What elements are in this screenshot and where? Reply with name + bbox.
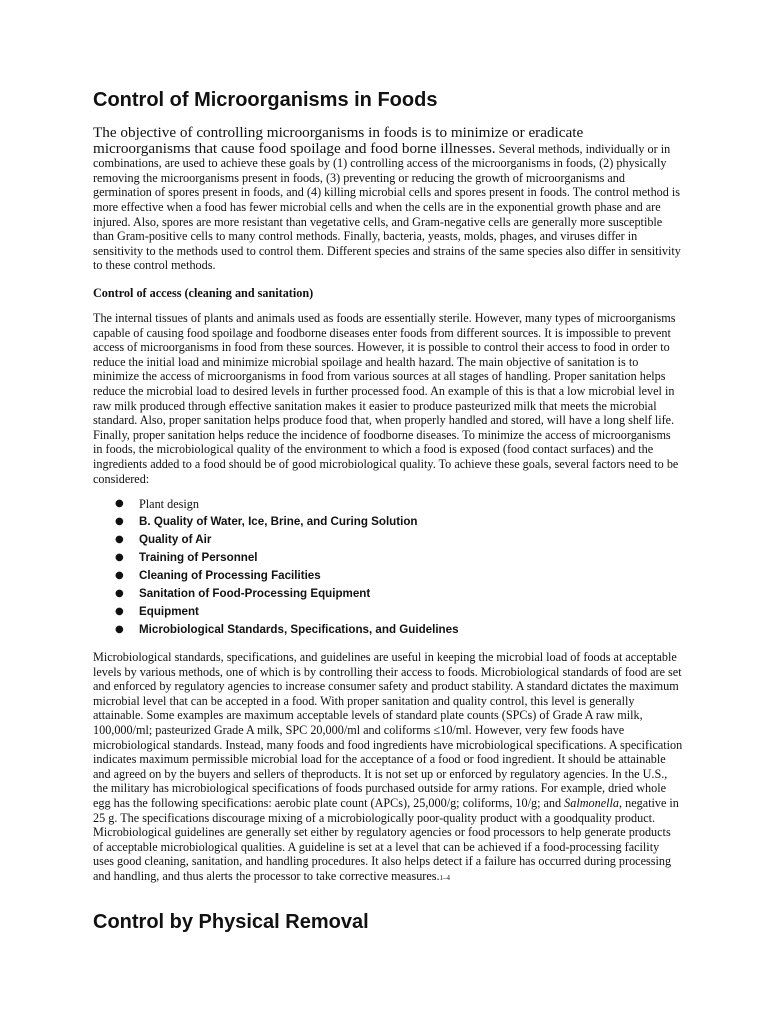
list-item: ● Equipment [93,603,683,621]
list-item: ● Microbiological Standards, Specifications, and Guidelines [93,621,683,639]
factors-list [93,495,683,639]
bullet-icon: ● [115,624,124,635]
list-item: ● Training of Personnel [93,549,683,567]
standards-paragraph: Microbiological standards, specifications, and guidelines are useful in keeping the microbial load of foods at acceptable levels by various methods, one of which is by controlling their access to foods. Microbiological standards of food are set and enforced by regulatory agencies to increase consumer safety and product stability. A standard dictates the maximum microbial level that can be accepted in a food. With proper sanitation and quality control, this level is generally attainable. Some examples are maximum acceptable levels of standard plate counts (SPCs) of Grade A raw milk, 100,000/ml; pasteurized Grade A milk, SPC 20,000/ml and coliforms ≤10/ml. However, very few foods have microbiological standards. Instead, many foods and food ingredients have microbiological specifications. A specification indicates maximum permissible microbial load for the acceptance of a food or food ingredient. It should be attainable and agreed on by the buyers and sellers of theproducts. It is not set up or enforced by regulatory agencies. In the U.S., the military has microbiological specifications of foods purchased outside for army rations. For example, dried whole egg has the following specifications: aerobic plate count (APCs), 25,000/g; coliforms, 10/g; and Salmonella, negative in 25 g. The specifications discourage mixing of a microbiologically poor-quality product with a goodquality product. Microbiological guidelines are generally set either by regulatory agencies or food processors to help generate products of acceptable microbiological qualities. A guideline is set at a level that can be achieved if a food-processing facility uses good cleaning, sanitation, and handling procedures. It also helps detect if a failure has occurred during processing and handling, and thus alerts the processor to take corrective measures.1–4 [93,650,683,883]
salmonella-term: Salmonella [564,795,619,810]
bullet-icon: ● [115,534,124,545]
list-item: ● Sanitation of Food-Processing Equipment [93,585,683,603]
bullet-icon: ● [115,552,124,563]
bullet-icon: ● [115,570,124,581]
access-paragraph: The internal tissues of plants and animals used as foods are essentially sterile. However, many types of microorganisms capable of causing food spoilage and foodborne diseases enter foods from different sources. It is impossible to prevent access of microorganisms in food from these sources. However, it is possible to control their access to food in order to reduce the initial load and minimize microbial spoilage and health hazard. The main objective of sanitation is to minimize the access of microorganisms in food from various sources at all stages of handling. Proper sanitation helps reduce the microbial load to desired levels in further processed food. An example of this is that a low microbial level in raw milk produced through effective sanitation makes it easier to produce pasteurized milk that meets the microbial standard. Also, proper sanitation helps produce food that, when properly handled and stored, will have a long shelf life. Finally, proper sanitation helps reduce the incidence of foodborne diseases. To minimize the access of microorganisms in foods, the microbiological quality of the environment to which a food is exposed (food contact surfaces) and the ingredients added to a food should be of good microbiological quality. To achieve these goals, several factors need to be considered: [93,311,679,486]
bullet-icon: ● [115,588,124,599]
intro-rest: Several methods, individually or in combinations, are used to achieve these goals by (1) controlling access of the microorganisms in foods, (2) physically removing the microorganisms present in foods, (3) preventing or reducing the growth of microorganisms and germination of spores present in foods, and (4) killing microbial cells and spores present in foods. The control method is more effective when a food has fewer microbial cells and when the cells are in the exponential growth phase and are injured. Also, spores are more resistant than vegetative cells, and Gram-negative cells are generally more susceptible than Gram-positive cells to many control methods. Finally, bacteria, yeasts, molds, phages, and viruses differ in sensitivity to the methods used to control them. Different species and strains of the same species also differ in sensitivity to these control methods. [93,141,681,273]
list-item: ● Plant design [115,497,199,511]
reference-marker: 1–4 [439,873,451,882]
list-item: ● Cleaning of Processing Facilities [93,567,683,585]
list-item: ● Quality of Air [93,531,683,549]
bullet-icon: ● [115,498,124,509]
section-heading-physical-removal: Control by Physical Removal [93,911,369,933]
bullet-icon: ● [115,606,124,617]
bullet-icon: ● [115,516,124,527]
intro-paragraph [93,125,683,273]
list-item: ● B. Quality of Water, Ice, Brine, and Curing Solution [93,513,683,531]
page-title: Control of Microorganisms in Foods [93,89,438,111]
intro-lead: The objective of controlling microorganisms in foods is to minimize or eradicate microorganisms that cause food spoilage and food borne illnesses. [93,124,584,157]
section-heading-access: Control of access (cleaning and sanitation) [93,286,314,300]
